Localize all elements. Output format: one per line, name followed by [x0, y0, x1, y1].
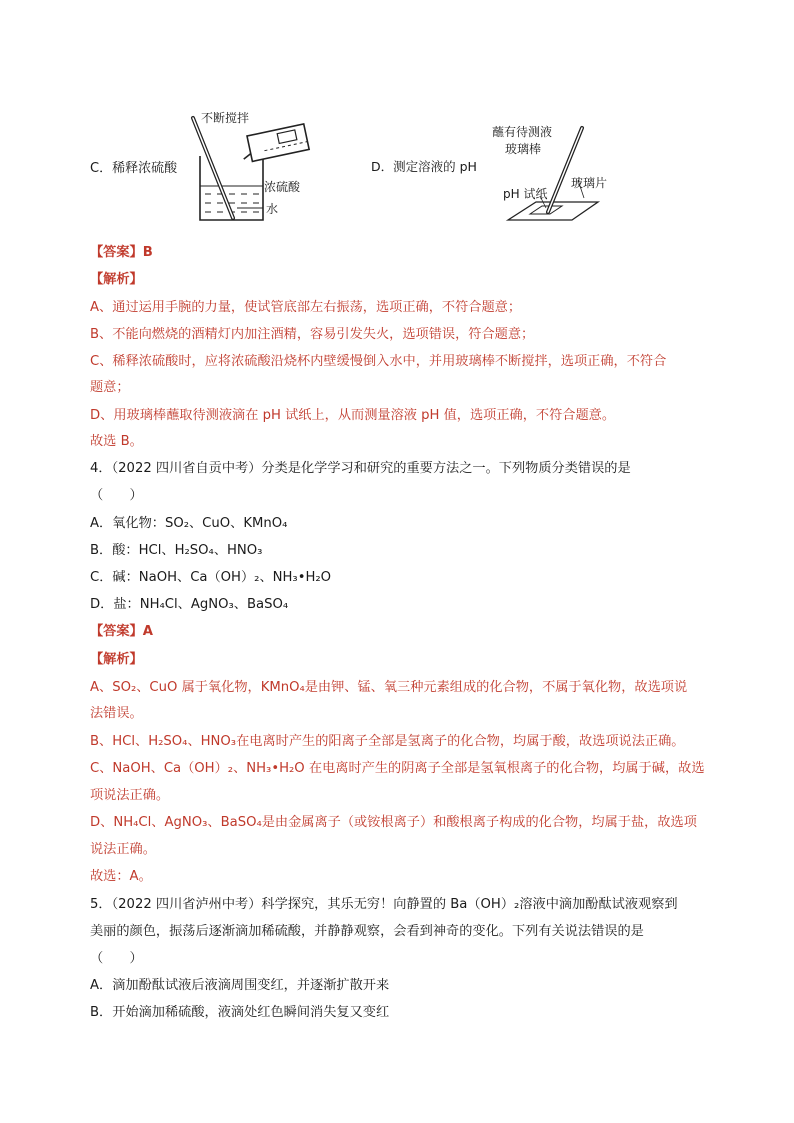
q5-paren: （ ） — [90, 951, 143, 966]
q5-stem-line: 美丽的颜色，振荡后逐渐滴加稀硫酸，并静静观察，会看到神奇的变化。下列有关说法错误的是 — [90, 924, 644, 939]
q4-conclusion: 故选：A。 — [90, 869, 152, 884]
q4-option-b: B．酸：HCl、H₂SO₄、HNO₃ — [90, 543, 263, 558]
label-glass: 玻璃片 — [571, 176, 608, 190]
q4-analysis-line: 说法正确。 — [90, 842, 156, 857]
q4-answer: 【答案】A — [90, 624, 153, 639]
beaker-diagram — [185, 108, 315, 228]
q5-option-b: B．开始滴加稀硫酸，液滴处红色瞬间消失复又变红 — [90, 1005, 390, 1020]
q4-option-c: C．碱：NaOH、Ca（OH）₂、NH₃•H₂O — [90, 570, 332, 585]
q3-answer: 【答案】B — [90, 245, 153, 260]
label-stir: 不断搅拌 — [201, 111, 250, 125]
q4-analysis-line: A、SO₂、CuO 属于氧化物，KMnO₄是由钾、锰、氧三种元素组成的化合物，不属于氧化物，故选项说 — [90, 680, 688, 695]
q4-analysis-line: 法错误。 — [90, 706, 143, 721]
q3-analysis-line: D、用玻璃棒蘸取待测液滴在 pH 试纸上，从而测量溶液 pH 值，选项正确，不符合题意。 — [90, 408, 616, 423]
q3-analysis-line: B、不能向燃烧的酒精灯内加注酒精，容易引发失火，选项错误，符合题意； — [90, 327, 535, 342]
figure-c-caption: C．稀释浓硫酸 — [90, 161, 178, 176]
label-ph-paper: pH 试纸 — [503, 187, 548, 201]
q3-analysis-line: A、通过运用手腕的力量，使试管底部左右振荡，选项正确，不符合题意； — [90, 300, 522, 315]
q4-analysis-label: 【解析】 — [90, 652, 143, 667]
q5-stem-line: 5．（2022 四川省泸州中考）科学探究，其乐无穷！向静置的 Ba（OH）₂溶液中滴加酚酞试液观察到 — [90, 897, 678, 912]
q3-conclusion: 故选 B。 — [90, 434, 143, 449]
q4-analysis-line: B、HCl、H₂SO₄、HNO₃在电离时产生的阳离子全部是氢离子的化合物，均属于酸，故选项说法正确。 — [90, 734, 685, 749]
q3-analysis-line: C、稀释浓硫酸时，应将浓硫酸沿烧杯内壁缓慢倒入水中，并用玻璃棒不断搅拌，选项正确，不符合 — [90, 354, 667, 369]
label-water: 水 — [266, 202, 279, 216]
figure-d-caption: D．测定溶液的 pH — [371, 159, 477, 174]
q4-option-a: A．氧化物：SO₂、CuO、KMnO₄ — [90, 516, 288, 531]
q5-option-a: A．滴加酚酞试液后液滴周围变红，并逐渐扩散开来 — [90, 978, 390, 993]
label-conc-acid: 浓硫酸 — [264, 180, 301, 194]
label-dipped: 蘸有待测液 — [492, 125, 553, 139]
q4-analysis-line: D、NH₄Cl、AgNO₃、BaSO₄是由金属离子（或铵根离子）和酸根离子构成的化合物，均属于盐，故选项 — [90, 815, 697, 830]
q4-paren: （ ） — [90, 488, 143, 503]
label-rod: 玻璃棒 — [505, 142, 542, 156]
q4-option-d: D．盐：NH₄Cl、AgNO₃、BaSO₄ — [90, 597, 289, 612]
q4-analysis-line: 项说法正确。 — [90, 788, 170, 803]
q4-analysis-line: C、NaOH、Ca（OH）₂、NH₃•H₂O 在电离时产生的阴离子全部是氢氧根离子的化合物，均属于碱，故选 — [90, 761, 705, 776]
q4-stem: 4．（2022 四川省自贡中考）分类是化学学习和研究的重要方法之一。下列物质分类错误的是 — [90, 461, 631, 476]
q3-analysis-line: 题意； — [90, 380, 130, 395]
q3-analysis-label: 【解析】 — [90, 272, 143, 287]
